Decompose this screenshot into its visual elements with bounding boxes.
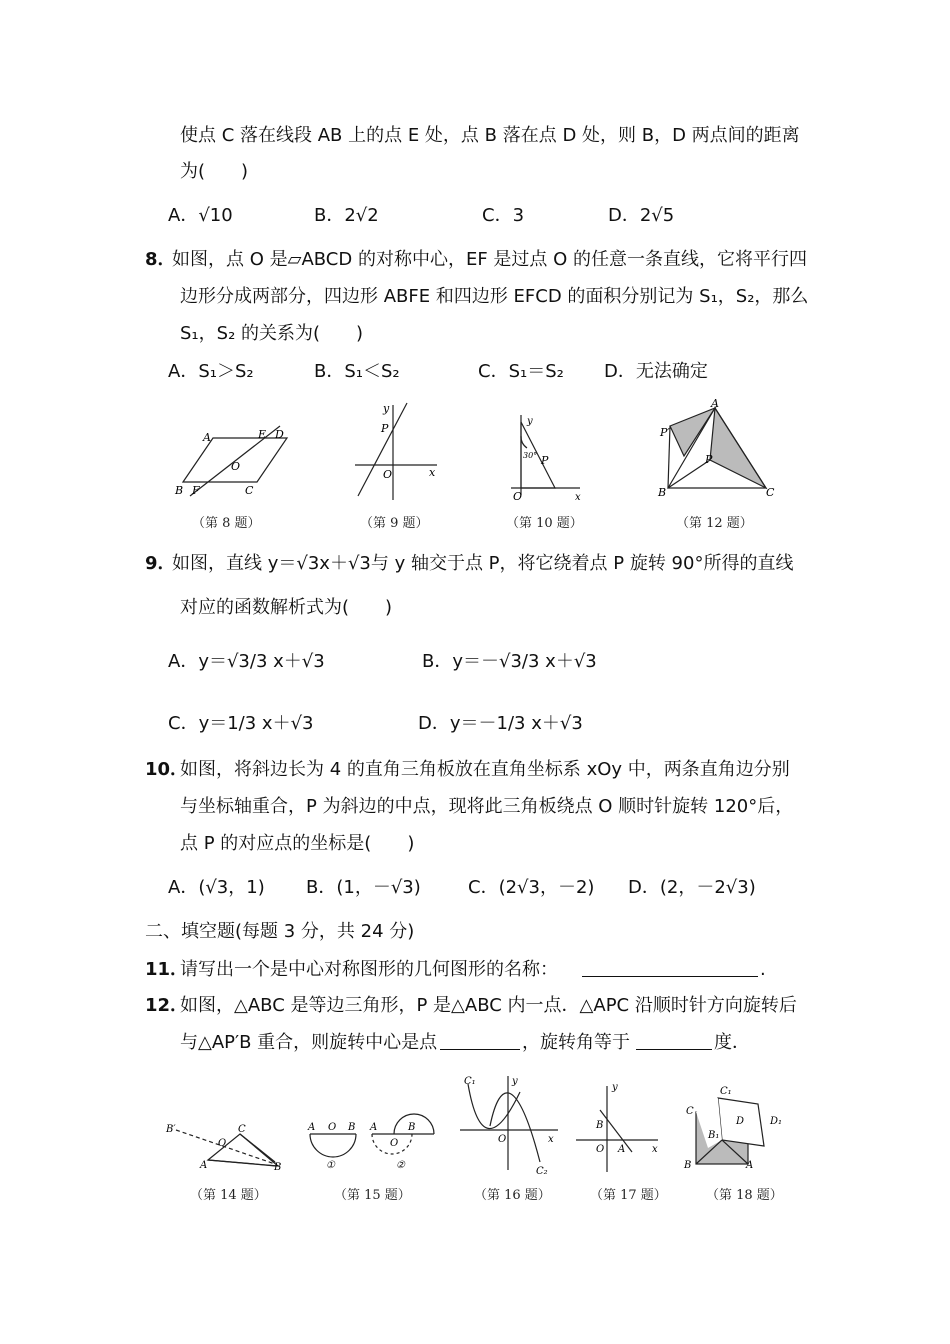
fig10-label-p: P bbox=[541, 454, 549, 467]
q10-option-d: D．(2，－2√3) bbox=[628, 877, 756, 898]
caption-fig9: （第 9 题） bbox=[360, 516, 429, 531]
fig18-label-c: C bbox=[686, 1106, 694, 1117]
q10-line2: 与坐标轴重合，P 为斜边的中点，现将此三角板绕点 O 顺时针旋转 120°后， bbox=[180, 796, 794, 817]
fig17-label-b: B bbox=[596, 1120, 604, 1131]
q10-line3: 点 P 的对应点的坐标是( ) bbox=[180, 833, 415, 854]
fig17-label-y: y bbox=[612, 1082, 618, 1093]
caption-fig18: （第 18 题） bbox=[706, 1188, 783, 1203]
fig17-label-a: A bbox=[618, 1144, 626, 1155]
fig8-label-b: B bbox=[175, 484, 184, 497]
q12-line1: 如图，△ABC 是等边三角形，P 是△ABC 内一点．△APC 沿顺时针方向旋转后 bbox=[180, 995, 797, 1016]
fig15-label-circle1: ① bbox=[326, 1160, 335, 1171]
q12-line2c: 度． bbox=[714, 1032, 750, 1053]
q8-option-b: B．S₁＜S₂ bbox=[314, 361, 400, 382]
q12-angle-blank[interactable] bbox=[636, 1031, 712, 1050]
fig16-label-c2: C₂ bbox=[536, 1166, 548, 1177]
fig16-label-y: y bbox=[512, 1076, 518, 1087]
fig15-label-b2: B bbox=[408, 1122, 416, 1133]
fig16-diagram bbox=[460, 1076, 558, 1170]
q11-end: . bbox=[760, 959, 766, 980]
caption-fig8: （第 8 题） bbox=[192, 516, 261, 531]
fig14-label-c: C bbox=[238, 1124, 246, 1135]
fig15-label-o1: O bbox=[328, 1122, 337, 1133]
fig14-label-o: O bbox=[218, 1138, 227, 1149]
fig8-label-o: O bbox=[231, 460, 241, 473]
section-2-title: 二、填空题(每题 3 分，共 24 分) bbox=[145, 921, 415, 942]
fig18-label-b1: B₁ bbox=[708, 1130, 720, 1141]
q9-option-d: D．y＝－1/3 x＋√3 bbox=[418, 713, 583, 734]
q7-option-b: B．2√2 bbox=[314, 205, 379, 226]
fig8-label-a: A bbox=[203, 431, 211, 444]
fig18-diagram bbox=[696, 1098, 764, 1164]
q7-option-c: C．3 bbox=[482, 205, 525, 226]
fig15-diagram bbox=[310, 1114, 434, 1157]
fig14-label-b-prime: B′ bbox=[166, 1124, 176, 1135]
q9-line2: 对应的函数解析式为( ) bbox=[180, 597, 393, 618]
q9-number: 9． bbox=[145, 553, 176, 574]
fig15-label-circle2: ② bbox=[396, 1160, 405, 1171]
fig15-label-a2: A bbox=[370, 1122, 378, 1133]
fig15-label-o2: O bbox=[390, 1138, 399, 1149]
q7-line1: 使点 C 落在线段 AB 上的点 E 处，点 B 落在点 D 处，则 B，D 两点间的距离 bbox=[180, 125, 800, 146]
figure-row-1 bbox=[165, 400, 625, 510]
q8-line3: S₁，S₂ 的关系为( ) bbox=[180, 323, 364, 344]
fig16-label-o: O bbox=[498, 1134, 507, 1145]
q8-line2: 边形分成两部分，四边形 ABFE 和四边形 EFCD 的面积分别记为 S₁，S₂，那么 bbox=[180, 286, 809, 307]
q12-center-blank[interactable] bbox=[440, 1031, 520, 1050]
fig10-label-x: x bbox=[575, 492, 581, 503]
q10-option-b: B．(1，－√3) bbox=[306, 877, 421, 898]
caption-fig15: （第 15 题） bbox=[334, 1188, 411, 1203]
fig17-label-o: O bbox=[596, 1144, 605, 1155]
q9-option-b: B．y＝－√3/3 x＋√3 bbox=[422, 651, 597, 672]
q11-answer-blank[interactable] bbox=[582, 958, 758, 977]
caption-fig14: （第 14 题） bbox=[190, 1188, 267, 1203]
fig12-label-c: C bbox=[766, 486, 775, 499]
q12-number: 12． bbox=[145, 995, 189, 1016]
fig10-label-o: O bbox=[513, 490, 523, 503]
q10-number: 10． bbox=[145, 759, 189, 780]
fig8-label-f: F bbox=[192, 484, 200, 497]
fig12-diagram bbox=[648, 396, 788, 504]
caption-fig12: （第 12 题） bbox=[676, 516, 753, 531]
q10-option-c: C．(2√3，－2) bbox=[468, 877, 595, 898]
fig14-diagram bbox=[176, 1130, 278, 1166]
fig14-label-a: A bbox=[200, 1160, 208, 1171]
q9-option-c: C．y＝1/3 x＋√3 bbox=[168, 713, 314, 734]
fig16-label-x: x bbox=[548, 1134, 554, 1145]
q7-line2: 为( ) bbox=[180, 161, 249, 182]
q12-line2a: 与△AP′B 重合，则旋转中心是点 bbox=[180, 1032, 438, 1053]
fig8-label-d: D bbox=[275, 428, 284, 441]
q9-line1: 如图，直线 y＝√3x＋√3与 y 轴交于点 P，将它绕着点 P 旋转 90°所得的直线 bbox=[172, 553, 794, 574]
fig9-label-p: P bbox=[381, 422, 389, 435]
q10-line1: 如图，将斜边长为 4 的直角三角板放在直角坐标系 xOy 中，两条直角边分别 bbox=[180, 759, 790, 780]
fig18-label-d: D bbox=[736, 1116, 745, 1127]
q12-line2b: ，旋转角等于 bbox=[522, 1032, 630, 1053]
q8-option-d: D．无法确定 bbox=[604, 361, 708, 382]
fig17-diagram bbox=[576, 1086, 658, 1172]
caption-fig10: （第 10 题） bbox=[506, 516, 583, 531]
fig12-label-p: P bbox=[705, 453, 713, 466]
fig9-label-o: O bbox=[383, 468, 393, 481]
fig18-label-b: B bbox=[684, 1160, 692, 1171]
fig18-label-c1: C₁ bbox=[720, 1086, 732, 1097]
fig12-label-b: B bbox=[658, 486, 667, 499]
q8-line1: 如图，点 O 是▱ABCD 的对称中心，EF 是过点 O 的任意一条直线，它将平行四 bbox=[172, 249, 808, 270]
fig12-label-p-prime: P′ bbox=[660, 426, 670, 439]
fig16-label-c1: C₁ bbox=[464, 1076, 476, 1087]
fig17-label-x: x bbox=[652, 1144, 658, 1155]
q8-number: 8． bbox=[145, 249, 176, 270]
q9-option-a: A．y＝√3/3 x＋√3 bbox=[168, 651, 325, 672]
fig10-label-y: y bbox=[527, 416, 533, 427]
fig15-label-b1: B bbox=[348, 1122, 356, 1133]
fig14-label-b: B bbox=[274, 1162, 282, 1173]
q8-option-c: C．S₁＝S₂ bbox=[478, 361, 564, 382]
fig9-label-y: y bbox=[383, 402, 390, 415]
caption-fig16: （第 16 题） bbox=[474, 1188, 551, 1203]
q7-option-a: A．√10 bbox=[168, 205, 233, 226]
fig18-label-a: A bbox=[746, 1160, 754, 1171]
q10-option-a: A．(√3，1) bbox=[168, 877, 265, 898]
fig18-label-d1: D₁ bbox=[770, 1116, 783, 1127]
fig9-diagram bbox=[355, 403, 437, 500]
q11-number: 11． bbox=[145, 959, 189, 980]
fig12-label-a: A bbox=[711, 397, 719, 410]
q11-text: 请写出一个是中心对称图形的几何图形的名称： bbox=[180, 959, 558, 980]
fig8-label-e: E bbox=[258, 428, 267, 441]
fig10-label-angle: 30° bbox=[523, 451, 538, 460]
fig8-label-c: C bbox=[245, 484, 254, 497]
caption-fig17: （第 17 题） bbox=[590, 1188, 667, 1203]
fig9-label-x: x bbox=[429, 466, 436, 479]
q7-option-d: D．2√5 bbox=[608, 205, 675, 226]
q8-option-a: A．S₁＞S₂ bbox=[168, 361, 254, 382]
fig15-label-a1: A bbox=[308, 1122, 316, 1133]
figure-row-2 bbox=[160, 1072, 800, 1178]
